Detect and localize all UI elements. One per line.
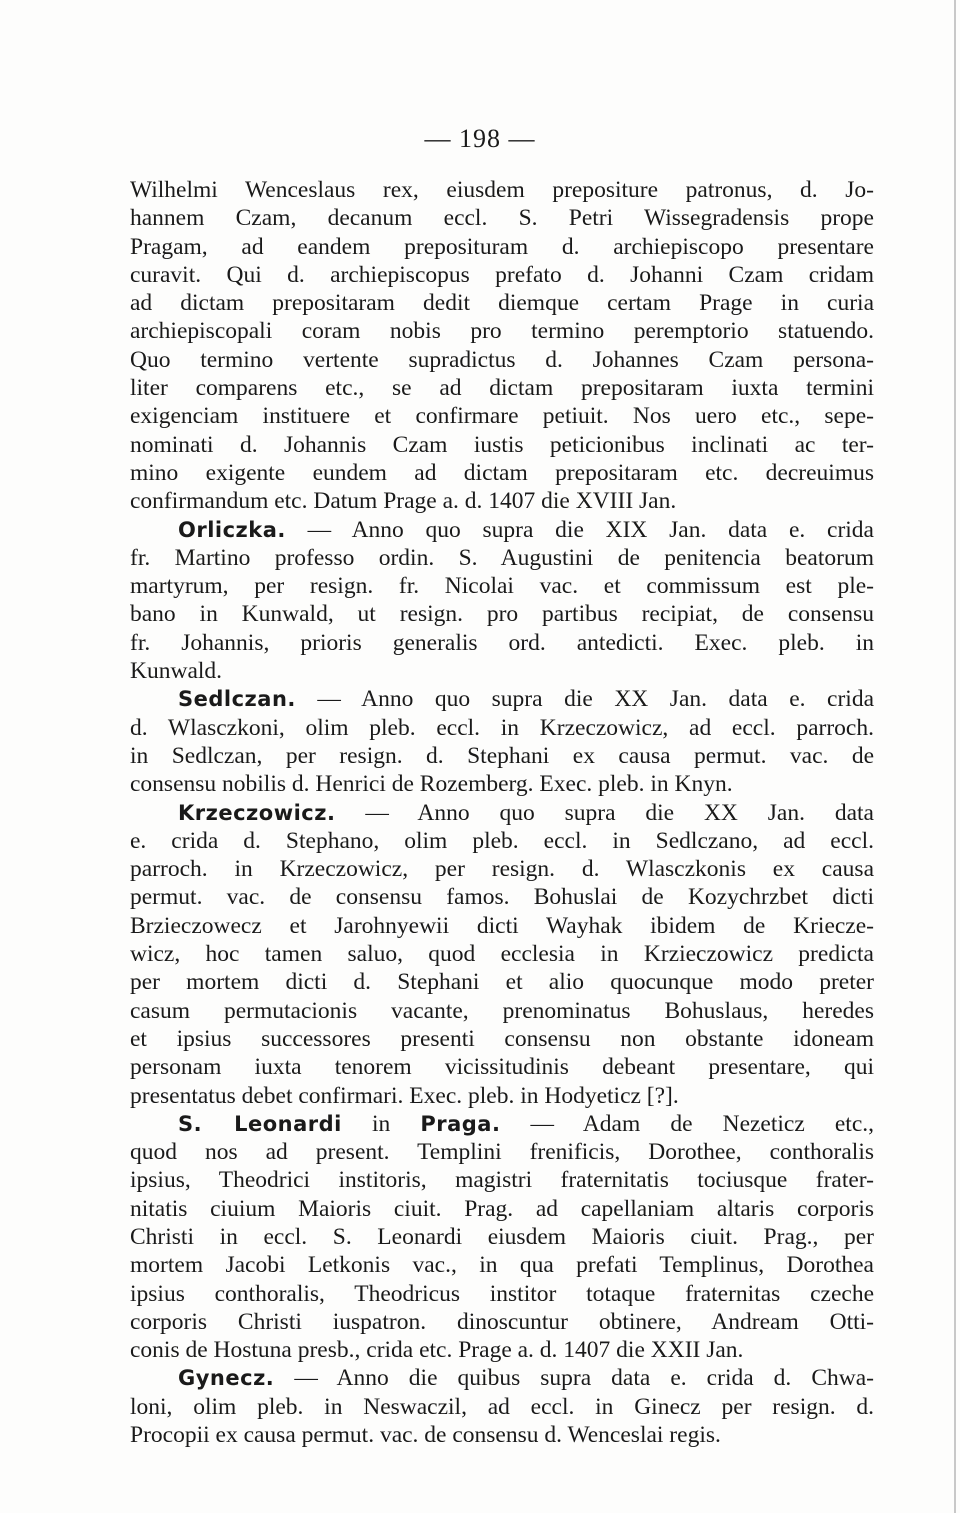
text-line [130, 1195, 874, 1223]
text-line [130, 770, 874, 798]
text-line [130, 742, 874, 770]
text-line [130, 204, 874, 232]
entry-heading: Praga. [420, 1111, 501, 1136]
text-segment: confirmandum etc. Datum Prage a. d. 1407 die XVIII Jan. [130, 488, 677, 515]
entry-heading: Krzeczowicz. [178, 800, 336, 825]
text-segment: per mortem dicti d. Stephani et alio quocunque modo preter [130, 969, 874, 996]
text-line [130, 1251, 874, 1279]
text-segment: archiepiscopali coram nobis pro termino peremptorio statuendo. [130, 318, 874, 345]
text-line [130, 544, 874, 572]
entry-heading: Gynecz. [178, 1366, 275, 1391]
text-line [130, 1110, 874, 1138]
text-segment: permut. vac. de consensu famos. Bohuslai de Kozychrzbet dicti [130, 884, 874, 911]
text-segment: nominati d. Johannis Czam iustis peticionibus inclinati ac ter- [130, 431, 874, 458]
text-segment: liter comparens etc., se ad dictam prepositaram iuxta termini [130, 375, 874, 402]
text-line [130, 1308, 874, 1336]
text-segment: conis de Hostuna presb., crida etc. Prage a. d. 1407 die XXII Jan. [130, 1337, 744, 1364]
text-segment: presentatus debet confirmari. Exec. pleb. in Hodyeticz [?]. [130, 1082, 679, 1109]
text-segment: Pragam, ad eandem preposituram d. archiepiscopo presentare [130, 233, 874, 260]
text-line [130, 487, 874, 515]
text-segment: fr. Martino professo ordin. S. Augustini de penitencia beatorum [130, 544, 874, 571]
text-segment: — Adam de Nezeticz etc., [500, 1110, 874, 1137]
text-segment: ipsius, Theodrici institoris, magistri fraternitatis tociusque frater- [130, 1167, 874, 1194]
text-line [130, 261, 874, 289]
text-line [130, 1421, 874, 1449]
text-line [130, 883, 874, 911]
text-line [130, 346, 874, 374]
text-segment: nitatis ciuium Maioris ciuit. Prag. ad capellaniam altaris corporis [130, 1195, 874, 1222]
text-segment: curavit. Qui d. archiepiscopus prefato d. Johanni Czam cridam [130, 261, 874, 288]
page-number: — 198 — [424, 124, 536, 153]
text-segment: d. Wlasczkoni, olim pleb. eccl. in Krzeczowicz, ad eccl. parroch. [130, 714, 874, 741]
text-segment: mortem Jacobi Letkonis vac., in qua prefati Templinus, Dorothea [130, 1252, 874, 1279]
text-segment: Christi in eccl. S. Leonardi eiusdem Maioris ciuit. Prag., per [130, 1223, 874, 1250]
text-segment: Wilhelmi Wenceslaus rex, eiusdem prepositure patronus, d. Jo- [130, 177, 874, 203]
text-line [130, 799, 874, 827]
text-line [130, 600, 874, 628]
text-segment: e. crida d. Stephano, olim pleb. eccl. in Sedlczano, ad eccl. [130, 827, 874, 854]
text-line [130, 317, 874, 345]
text-segment: in [341, 1110, 421, 1137]
text-segment: personam iuxta tenorem vicissitudinis debeant presentare, qui [130, 1054, 874, 1081]
text-segment: Quo termino vertente supradictus d. Johannes Czam persona- [130, 346, 874, 373]
text-segment: mino exigente eundem ad dictam prepositaram etc. decreuimus [130, 459, 874, 486]
text-segment: consensu nobilis d. Henrici de Rozemberg. Exec. pleb. in Knyn. [130, 771, 733, 798]
text-line [130, 431, 874, 459]
text-segment: ad dictam prepositaram dedit diemque certam Prage in curia [130, 290, 874, 317]
text-line [130, 572, 874, 600]
text-line [130, 997, 874, 1025]
body-text [130, 176, 874, 1449]
text-line [130, 1393, 874, 1421]
text-line [130, 1364, 874, 1392]
text-segment: — Anno quo supra die XX Jan. data e. crida [295, 686, 874, 713]
text-line [130, 1053, 874, 1081]
text-line [130, 629, 874, 657]
text-line [130, 1336, 874, 1364]
text-line [130, 657, 874, 685]
text-line [130, 459, 874, 487]
text-segment: — Anno quo supra die XIX Jan. data e. crida [285, 516, 874, 543]
text-segment: Procopii ex causa permut. vac. de consensu d. Wenceslai regis. [130, 1422, 721, 1449]
text-line [130, 289, 874, 317]
page-edge-line [954, 0, 956, 1513]
text-segment: exigenciam instituere et confirmare petiuit. Nos uero etc., sepe- [130, 403, 874, 430]
text-line [130, 940, 874, 968]
text-line [130, 1223, 874, 1251]
text-line [130, 968, 874, 996]
text-line [130, 402, 874, 430]
text-line [130, 516, 874, 544]
entry-heading: Orliczka. [178, 517, 286, 542]
entry-heading: Sedlczan. [178, 687, 296, 712]
text-segment: loni, olim pleb. in Neswaczil, ad eccl. in Ginecz per resign. d. [130, 1393, 874, 1420]
text-segment: in Sedlczan, per resign. d. Stephani ex causa permut. vac. de [130, 742, 874, 769]
text-line [130, 374, 874, 402]
text-line [130, 827, 874, 855]
text-line [130, 1082, 874, 1110]
text-segment: ipsius conthoralis, Theodricus institor totaque fraternitas czeche [130, 1280, 874, 1307]
text-segment: wicz, hoc tamen saluo, quod ecclesia in Krzieczowicz predicta [130, 941, 874, 968]
text-segment: — Anno die quibus supra data e. crida d. Chwa- [274, 1365, 874, 1392]
text-line [130, 1025, 874, 1053]
text-segment: casum permutacionis vacante, prenominatus Bohuslaus, heredes [130, 997, 874, 1024]
text-line [130, 685, 874, 713]
text-segment: martyrum, per resign. fr. Nicolai vac. et commissum est ple- [130, 573, 874, 600]
text-segment: fr. Johannis, prioris generalis ord. antedicti. Exec. pleb. in [130, 629, 874, 656]
text-line [130, 912, 874, 940]
text-line [130, 1280, 874, 1308]
text-segment: et ipsius successores presenti consensu non obstante idoneam [130, 1025, 874, 1052]
text-line [130, 855, 874, 883]
text-segment: quod nos ad present. Templini frenificis, Dorothee, conthoralis [130, 1139, 874, 1166]
text-line [130, 1166, 874, 1194]
text-segment: parroch. in Krzeczowicz, per resign. d. Wlasczkonis ex causa [130, 856, 874, 883]
text-segment: Kunwald. [130, 658, 223, 685]
text-segment: corporis Christi iuspatron. dinoscuntur obtinere, Andream Otti- [130, 1308, 874, 1335]
entry-heading: S. Leonardi [178, 1111, 342, 1136]
text-line [130, 714, 874, 742]
text-segment: Brzieczowecz et Jarohnyewii dicti Wayhak ibidem de Kriecze- [130, 912, 874, 939]
text-line [130, 1138, 874, 1166]
text-segment: — Anno quo supra die XX Jan. data [335, 799, 874, 826]
text-segment: bano in Kunwald, ut resign. pro partibus recipiat, de consensu [130, 601, 874, 628]
text-line [130, 233, 874, 261]
text-line [130, 176, 874, 204]
text-segment: hannem Czam, decanum eccl. S. Petri Wissegradensis prope [130, 205, 874, 232]
